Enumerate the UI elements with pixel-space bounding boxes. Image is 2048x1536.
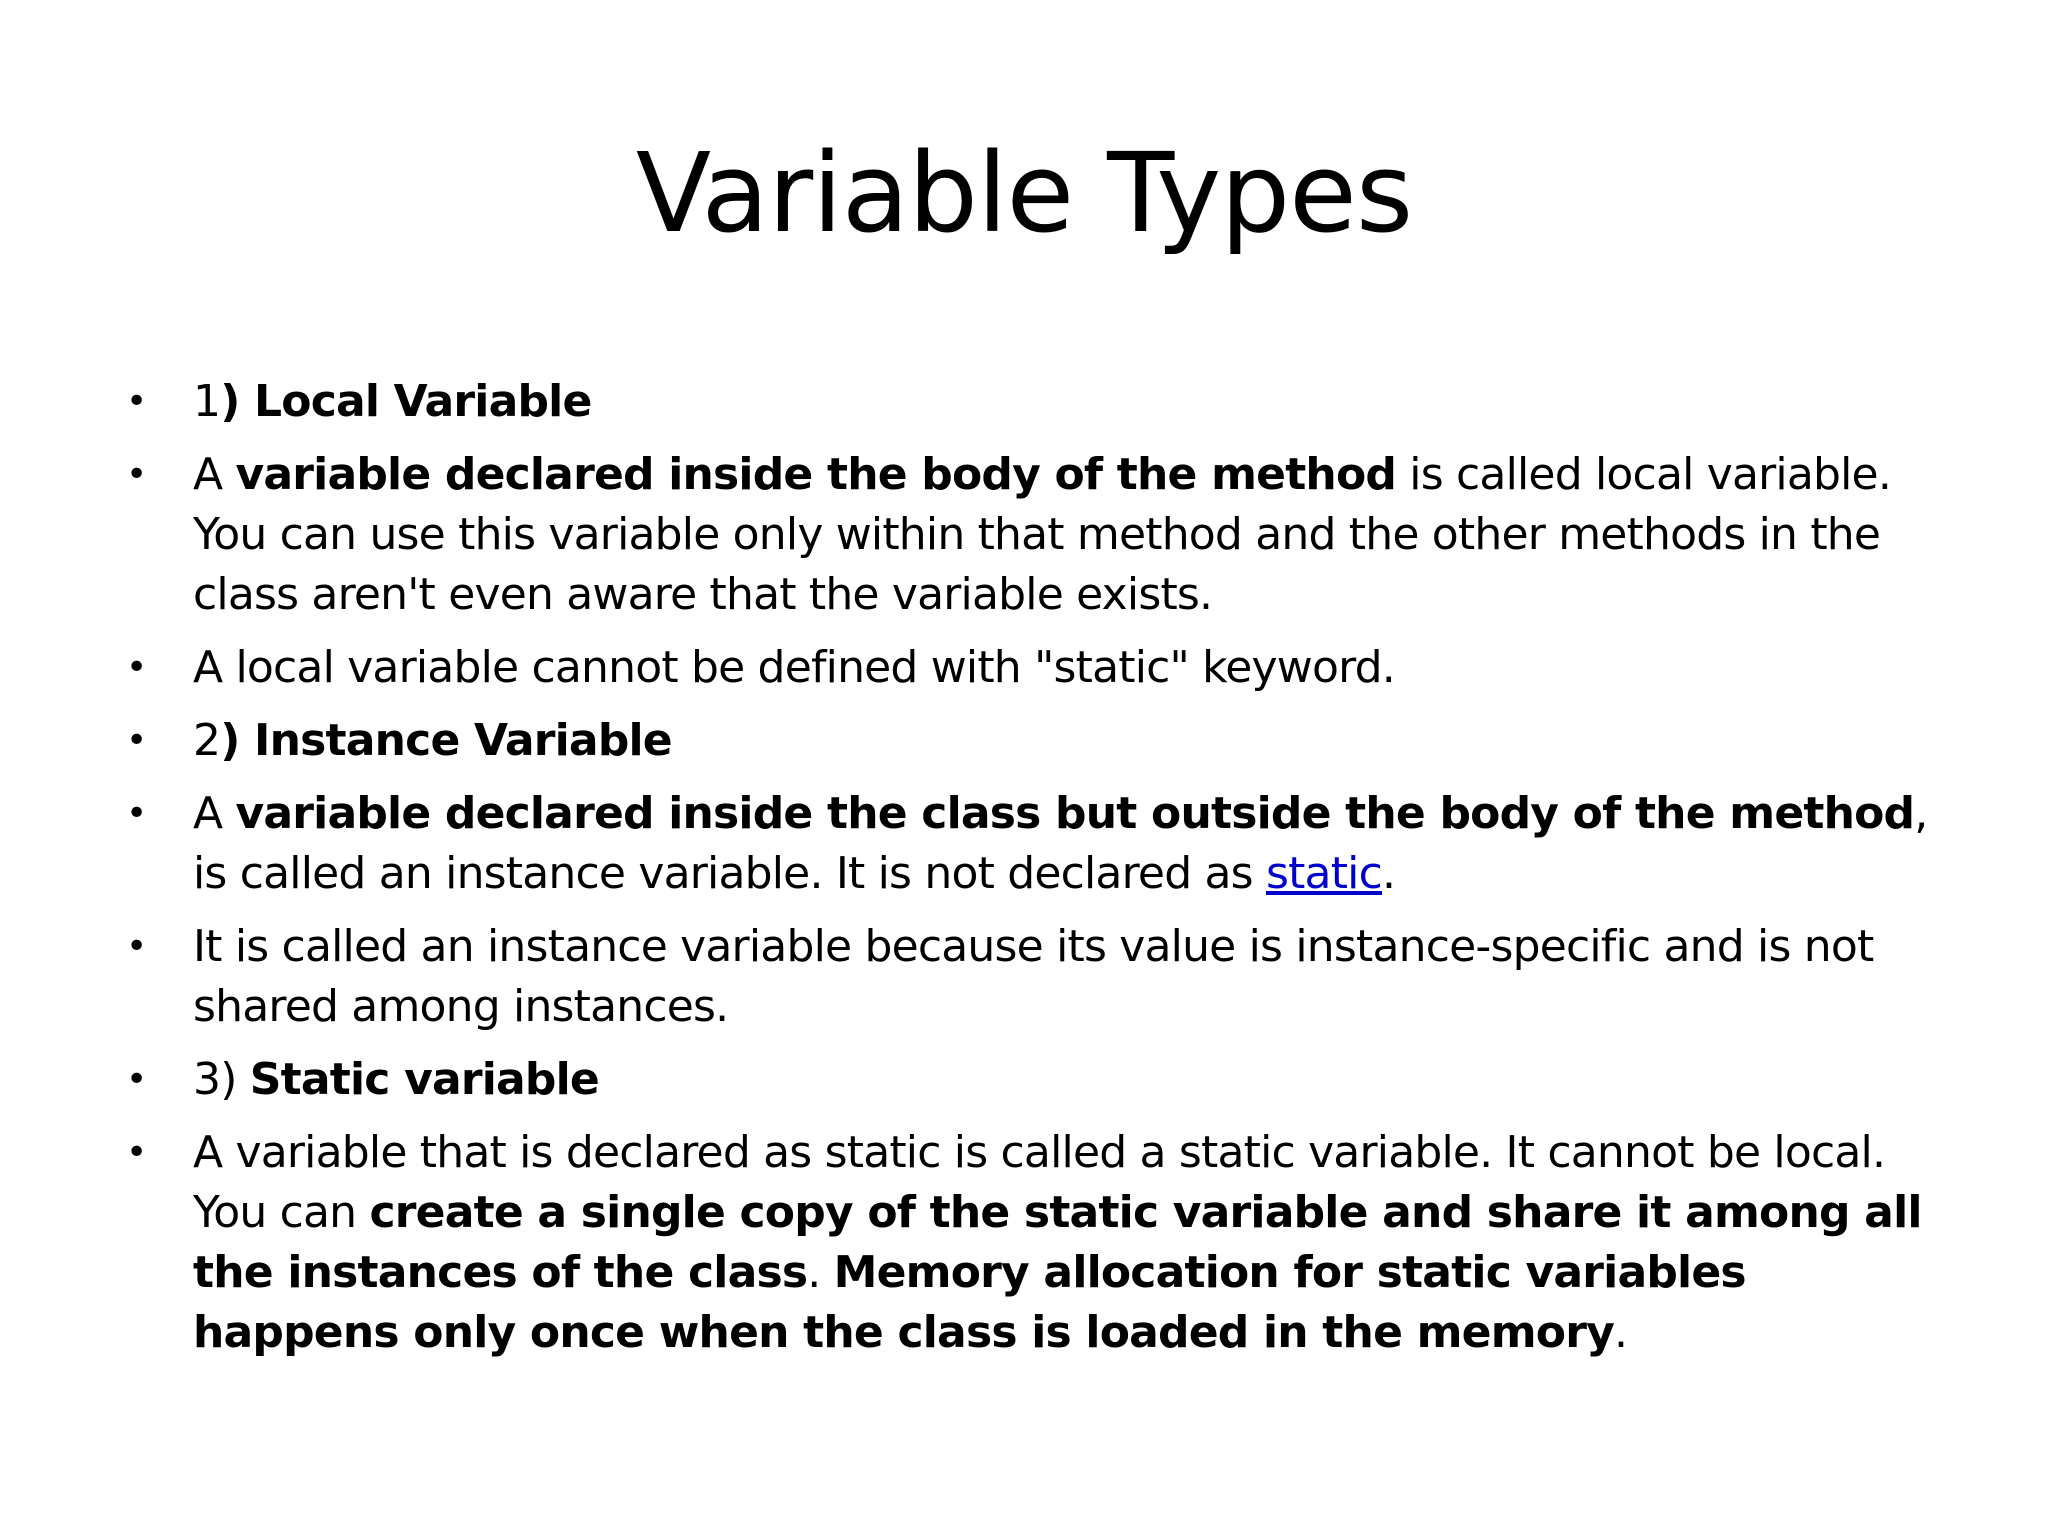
bullet-item-static-description xyxy=(120,1123,1950,1363)
bullet-item-local-heading xyxy=(120,372,1950,432)
bullet-item-instance-description xyxy=(120,784,1950,904)
bullet-text: 3) xyxy=(193,1054,250,1105)
bullet-item-local-static-rule xyxy=(120,638,1950,698)
static-link[interactable]: static xyxy=(1265,848,1382,899)
bullet-text: A local variable cannot be defined with "static" keyword. xyxy=(193,642,1395,693)
bullet-icon: • xyxy=(126,793,147,834)
bullet-item-instance-heading xyxy=(120,711,1950,771)
bullet-text: . xyxy=(1613,1307,1628,1358)
bullet-text: , is called an instance variable. It is not declared as xyxy=(193,788,1928,899)
bullet-icon: • xyxy=(126,1132,147,1173)
bullet-icon: • xyxy=(126,454,147,495)
bullet-text: A variable that is declared as static is called a static variable. It cannot be local. You can xyxy=(193,1127,1886,1238)
bullet-list xyxy=(120,372,1950,1376)
bullet-text: A xyxy=(193,788,236,839)
bullet-text-bold: variable declared inside the body of the method xyxy=(235,449,1397,500)
bullet-text-bold: ) Local Variable xyxy=(220,376,592,427)
bullet-icon: • xyxy=(126,381,147,422)
slide-title: Variable Types xyxy=(635,129,1413,257)
bullet-text: It is called an instance variable because its value is instance-specific and is not shared among instances. xyxy=(193,921,1874,1032)
bullet-text-bold: variable declared inside the class but outside the body of the method xyxy=(235,788,1915,839)
bullet-text-bold: Memory allocation for static variables happens only once when the class is loaded in the memory xyxy=(193,1247,1746,1358)
bullet-text: is called local variable. You can use this variable only within that method and the other methods in the class aren't even aware that the variable exists. xyxy=(193,449,1892,620)
bullet-text: . xyxy=(1382,848,1396,899)
bullet-text: . xyxy=(807,1247,834,1298)
bullet-item-instance-explanation xyxy=(120,917,1950,1037)
bullet-text-bold: create a single copy of the static variable and share it among all the instances of the class xyxy=(193,1187,1922,1298)
bullet-icon: • xyxy=(126,720,147,761)
bullet-icon: • xyxy=(126,926,147,967)
bullet-text: 1 xyxy=(193,376,221,427)
bullet-item-local-description xyxy=(120,445,1950,625)
bullet-icon: • xyxy=(126,1059,147,1100)
bullet-item-static-heading xyxy=(120,1050,1950,1110)
bullet-text-bold: Static variable xyxy=(249,1054,599,1105)
bullet-icon: • xyxy=(126,647,147,688)
bullet-text-bold: ) Instance Variable xyxy=(220,715,672,766)
bullet-text: 2 xyxy=(193,715,221,766)
bullet-text: A xyxy=(193,449,236,500)
